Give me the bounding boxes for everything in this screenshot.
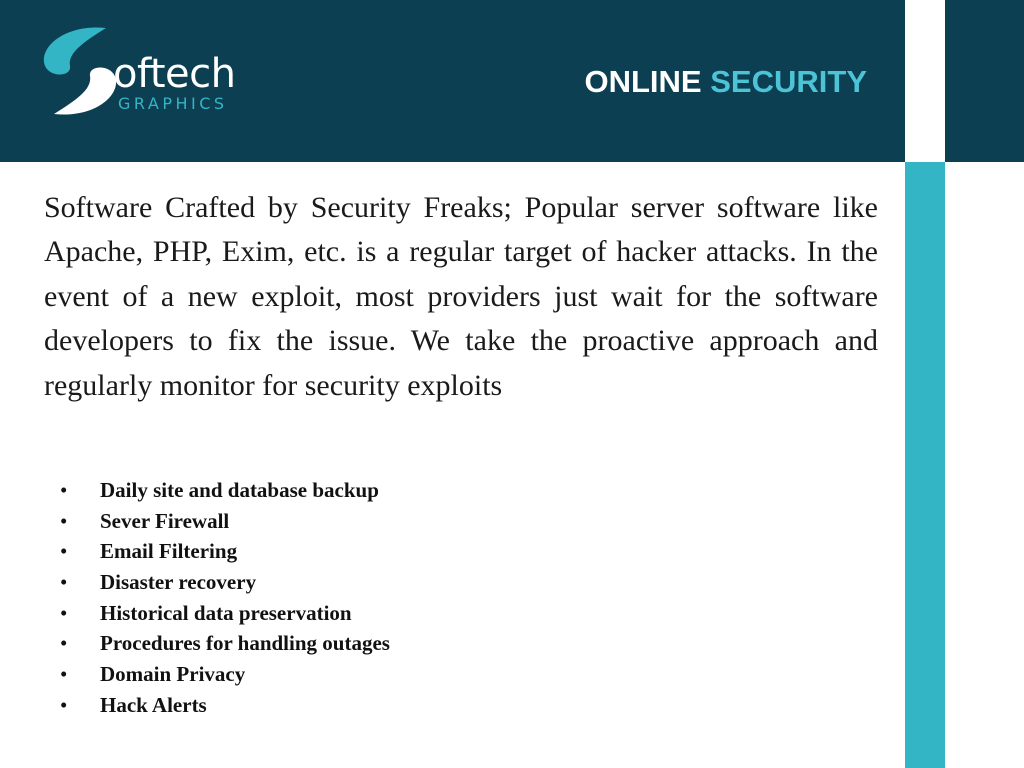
feature-label: Sever Firewall bbox=[100, 508, 230, 533]
list-item bbox=[60, 536, 390, 567]
header-gap bbox=[905, 0, 945, 162]
bullet-icon: • bbox=[60, 600, 68, 625]
intro-paragraph: Software Crafted by Security Freaks; Popular server software like Apache, PHP, Exim, etc. is a regular target of hacker attacks. In the event of a new exploit, most providers just wait for the software developers to fix the issue. We take the proactive approach and regularly monitor for security exploits bbox=[44, 191, 878, 402]
slide-title bbox=[585, 62, 868, 102]
list-item bbox=[60, 567, 390, 598]
feature-label: Hack Alerts bbox=[100, 692, 207, 717]
bullet-icon: • bbox=[60, 478, 68, 502]
softech-s-logo-icon bbox=[40, 26, 120, 116]
feature-label: Email Filtering bbox=[100, 539, 238, 564]
bullet-icon: • bbox=[60, 631, 68, 656]
feature-label: Procedures for handling outages bbox=[100, 631, 390, 656]
list-item bbox=[60, 659, 390, 690]
list-item bbox=[60, 506, 390, 537]
feature-label: Disaster recovery bbox=[100, 570, 257, 595]
bullet-icon: • bbox=[60, 662, 68, 687]
logo-subtitle: GRAPHICS bbox=[118, 94, 228, 113]
feature-label: Historical data preservation bbox=[100, 600, 352, 625]
slide-title-main: ONLINE bbox=[584, 64, 702, 99]
features-list bbox=[60, 475, 390, 721]
bullet-icon: • bbox=[60, 570, 68, 595]
slide-title-accent: SECURITY bbox=[710, 64, 867, 99]
softech-logo bbox=[40, 26, 250, 122]
list-item bbox=[60, 475, 390, 506]
list-item bbox=[60, 690, 390, 721]
bullet-icon: • bbox=[60, 508, 68, 533]
bullet-icon: • bbox=[60, 539, 68, 564]
list-item bbox=[60, 598, 390, 629]
feature-label: Daily site and database backup bbox=[100, 478, 379, 502]
logo-wordmark: oftech bbox=[113, 51, 236, 97]
list-item bbox=[60, 628, 390, 659]
bullet-icon: • bbox=[60, 692, 68, 717]
side-accent-stripe bbox=[905, 162, 945, 768]
feature-label: Domain Privacy bbox=[100, 662, 246, 687]
